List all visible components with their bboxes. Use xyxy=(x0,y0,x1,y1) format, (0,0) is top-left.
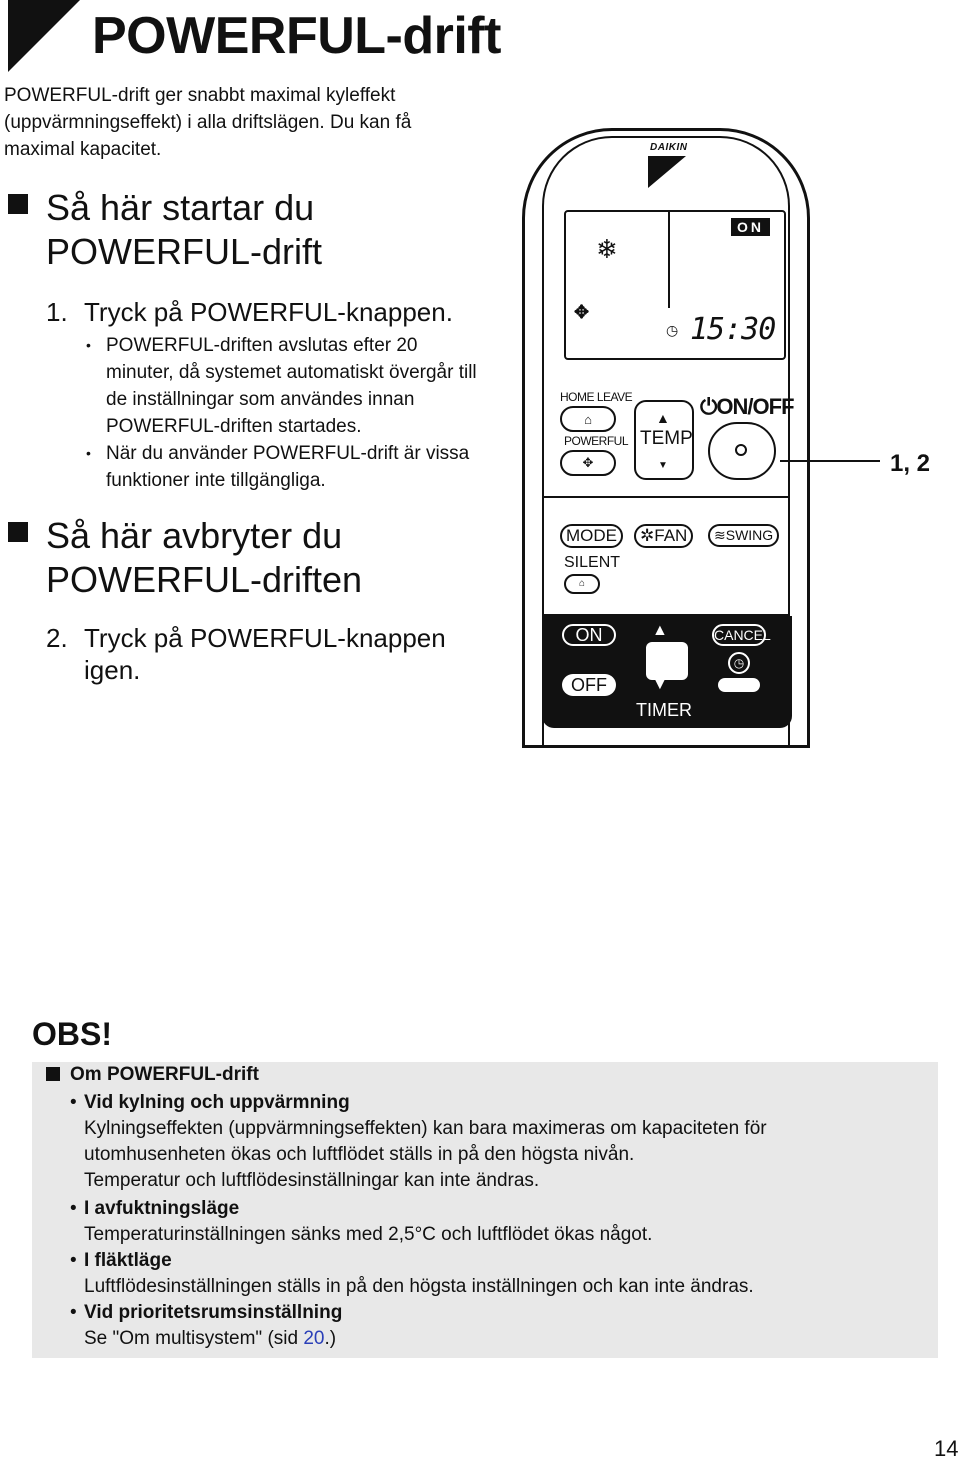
powerful-fan-icon: ✥ xyxy=(582,455,594,470)
cooling-snowflake-icon: ❄ xyxy=(596,234,618,264)
onoff-dot-icon xyxy=(735,444,747,456)
obs-title: OBS! xyxy=(32,1016,112,1052)
heading-square-icon xyxy=(8,522,28,542)
step-2: 2. Tryck på POWERFUL-knappen igen. xyxy=(46,623,446,685)
silent-button[interactable] xyxy=(564,574,600,594)
timer-down-arrow-icon[interactable]: ▼ xyxy=(652,676,668,693)
header-corner-triangle xyxy=(8,0,80,72)
callout-label: 1, 2 xyxy=(890,450,931,477)
timer-adjust-button[interactable] xyxy=(646,642,688,680)
swing-icon: ≋ xyxy=(714,527,726,543)
brand-logo: DAIKIN xyxy=(650,142,688,153)
cancel-clock-icon: ◷ xyxy=(728,652,750,674)
obs-item-title: • I avfuktningsläge xyxy=(70,1198,240,1219)
obs-item-body: Temperatur och luftflödesinställningar kan inte ändras. xyxy=(84,1170,540,1191)
obs-item-title: • I fläktläge xyxy=(70,1250,172,1271)
heading-square-icon xyxy=(46,1067,60,1081)
obs-item-body: Temperaturinställningen sänks med 2,5°C och luftflödet ökas något. xyxy=(84,1224,653,1245)
timer-up-arrow-icon[interactable]: ▲ xyxy=(652,622,668,639)
step-1: 1. Tryck på POWERFUL-knappen. xyxy=(46,297,453,327)
obs-item-body: Kylningseffekten (uppvärmningseffekten) kan bara maximeras om kapaciteten för xyxy=(84,1118,767,1139)
heading-square-icon xyxy=(8,194,28,214)
lcd-time: 15:30 xyxy=(690,312,776,347)
page-title: POWERFUL-drift xyxy=(92,7,501,65)
onoff-label: ⏻ON/OFF xyxy=(700,394,794,419)
lcd-display xyxy=(564,210,786,360)
timer-on-button[interactable]: ON xyxy=(562,624,616,646)
silent-label: SILENT xyxy=(564,554,621,571)
temp-up-arrow-icon[interactable]: ▲ xyxy=(656,410,670,426)
section-heading-stop: Så här avbryter du POWERFUL-driften xyxy=(8,514,362,602)
lcd-clock-icon: ◷ xyxy=(666,322,679,338)
remote-control-illustration xyxy=(522,128,810,748)
cancel-button[interactable] xyxy=(718,678,760,692)
powerful-fan-icon: ✥ xyxy=(574,302,590,322)
obs-item-body: utomhusenheten ökas och luftflödet ställs in på den högsta nivån. xyxy=(84,1144,635,1165)
powerful-label: POWERFUL xyxy=(564,434,629,448)
bullet-item: • POWERFUL-driften avslutas efter 20 minuter, då systemet automatiskt övergår till de inställningar som användes innan POWERFUL-driften startades. xyxy=(86,332,486,440)
temp-label: TEMP xyxy=(640,428,693,449)
obs-item-body: Se "Om multisystem" (sid 20.) xyxy=(84,1328,337,1349)
cancel-label: CANCEL xyxy=(712,624,766,646)
home-leave-button[interactable] xyxy=(560,406,616,432)
timer-label: TIMER xyxy=(636,700,692,720)
home-leave-label: HOME LEAVE xyxy=(560,390,633,404)
swing-button[interactable]: ≋SWING xyxy=(708,524,779,547)
mode-button[interactable]: MODE xyxy=(560,524,623,548)
lcd-divider xyxy=(668,212,670,308)
section-heading-start: Så här startar du POWERFUL-drift xyxy=(8,186,322,274)
callout-line xyxy=(780,460,880,462)
brand-triangle-icon xyxy=(648,156,686,188)
obs-item-title: • Vid prioritetsrumsinställning xyxy=(70,1302,343,1323)
page-number: 14 xyxy=(934,1436,959,1458)
fan-button[interactable]: ✲FAN xyxy=(634,524,693,548)
timer-off-button[interactable]: OFF xyxy=(562,674,616,696)
intro-paragraph: POWERFUL-drift ger snabbt maximal kyleffekt (uppvärmningseffekt) i alla driftslägen. Du kan få maximal kapacitet. xyxy=(4,85,412,160)
bullet-item: • När du använder POWERFUL-drift är vissa funktioner inte tillgängliga. xyxy=(86,440,486,494)
silent-icon: ⌂ xyxy=(578,578,586,589)
powerful-button[interactable] xyxy=(560,450,616,476)
obs-heading: Om POWERFUL-drift xyxy=(46,1064,259,1086)
page-link[interactable]: 20 xyxy=(303,1328,325,1349)
temp-down-arrow-icon[interactable]: ▼ xyxy=(658,460,668,471)
obs-item-body: Luftflödesinställningen ställs in på den högsta inställningen och kan inte ändras. xyxy=(84,1276,754,1297)
home-icon: ⌂ xyxy=(584,411,592,427)
obs-item-title: • Vid kylning och uppvärmning xyxy=(70,1092,350,1113)
lcd-on-indicator: ON xyxy=(731,218,770,236)
start-bullets xyxy=(86,332,486,494)
fan-icon: ✲ xyxy=(640,526,655,545)
